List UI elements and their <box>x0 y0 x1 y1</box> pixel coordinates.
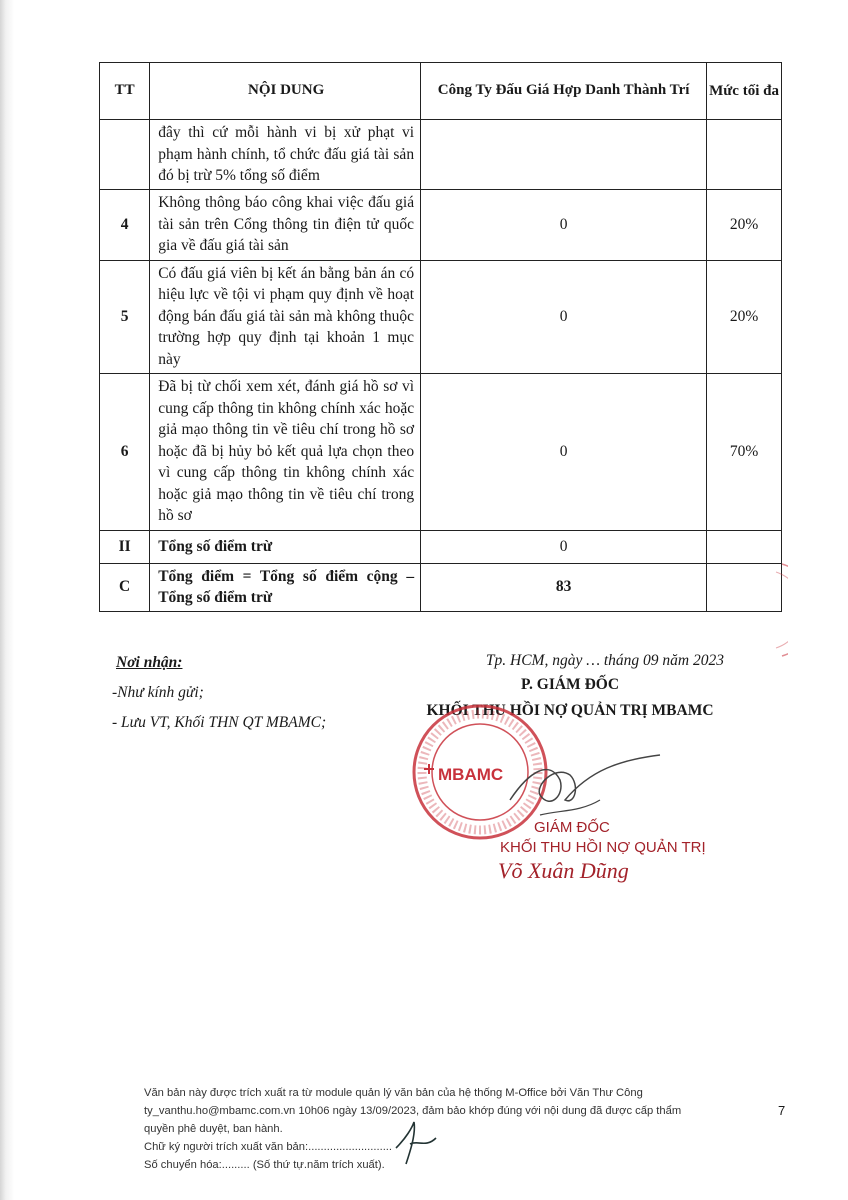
table-row <box>100 260 782 373</box>
header-tt: TT <box>100 63 150 120</box>
row-score: 0 <box>421 260 707 373</box>
row-content: Không thông báo công khai việc đấu giá tài sản trên Cổng thông tin điện tử quốc gia về đấu giá tài sản <box>150 189 421 260</box>
table-row-total-score <box>100 563 782 611</box>
row-score: 0 <box>421 530 707 563</box>
row-max: 70% <box>707 373 782 530</box>
signer-title-line2: KHỐI THU HỒI NỢ QUẢN TRỊ <box>500 839 706 856</box>
row-score: 83 <box>421 563 707 611</box>
row-score: 0 <box>421 373 707 530</box>
seal-label: MBAMC <box>438 765 504 784</box>
table-row <box>100 120 782 190</box>
extractor-signature <box>392 1118 440 1168</box>
row-content: Đã bị từ chối xem xét, đánh giá hồ sơ vì cung cấp thông tin không chính xác hoặc giả mạo thông tin về tiêu chí trong hồ sơ hoặc đã bị hủy bỏ kết quả lựa chọn theo vì cung cấp thông tin không chính xác hoặc giả mạo thông tin về tiêu chí trong hồ sơ <box>150 373 421 530</box>
row-max: 20% <box>707 260 782 373</box>
partial-stamp-edge <box>738 560 788 660</box>
row-tt: II <box>100 530 150 563</box>
note-line: Chữ ký người trích xuất văn bản:........................... <box>144 1141 393 1153</box>
signing-date: Tp. HCM, ngày … tháng 09 năm 2023 <box>485 652 724 669</box>
recipient-line: -Như kính gửi; <box>112 684 204 701</box>
header-noi-dung: NỘI DUNG <box>150 63 421 120</box>
row-tt <box>100 120 150 190</box>
table-row <box>100 189 782 260</box>
row-tt: 5 <box>100 260 150 373</box>
signer-position: P. GIÁM ĐỐC <box>520 676 620 693</box>
row-content: Tổng số điểm trừ <box>150 530 421 563</box>
signer-name: Võ Xuân Dũng <box>498 858 629 883</box>
row-tt: C <box>100 563 150 611</box>
extraction-note <box>144 1084 744 1174</box>
scoring-table <box>99 62 782 612</box>
table-row-total-deduction <box>100 530 782 563</box>
row-score: 0 <box>421 189 707 260</box>
note-line: Số chuyển hóa:......... (Số thứ tự.năm trích xuất). <box>144 1159 385 1171</box>
note-line: quyền phê duyệt, ban hành. <box>144 1123 283 1135</box>
handwritten-signature <box>470 740 670 830</box>
row-max <box>707 120 782 190</box>
page-number: 7 <box>778 1103 786 1118</box>
signer-title-line1: GIÁM ĐỐC <box>534 819 610 836</box>
signer-title <box>500 818 706 858</box>
row-content: Có đấu giá viên bị kết án bằng bản án có hiệu lực về tội vi phạm quy định về hoạt động bán đấu giá tài sản mà không thuộc trường hợp quy định tại khoản 1 mục này <box>150 260 421 373</box>
table-header-row <box>100 63 782 120</box>
row-content: Tổng điểm = Tổng số điểm cộng – Tổng số điểm trừ <box>150 563 421 611</box>
row-score <box>421 120 707 190</box>
recipients-block <box>112 648 326 738</box>
scan-edge-shadow <box>0 0 14 1200</box>
header-company: Công Ty Đấu Giá Hợp Danh Thành Trí <box>421 63 707 120</box>
recipients-title: Nơi nhận: <box>116 654 183 671</box>
header-max: Mức tối đa <box>707 63 782 120</box>
row-tt: 6 <box>100 373 150 530</box>
row-max <box>707 530 782 563</box>
table-row <box>100 373 782 530</box>
note-line: ty_vanthu.ho@mbamc.com.vn 10h06 ngày 13/09/2023, đảm bảo khớp đúng với nội dung đã được cấp thẩm <box>144 1105 682 1117</box>
row-content: đây thì cứ mỗi hành vi bị xử phạt vi phạm hành chính, tổ chức đấu giá tài sản đó bị trừ 5% tổng số điểm <box>150 120 421 190</box>
row-max: 20% <box>707 189 782 260</box>
signer-unit: KHỐI THU HỒI NỢ QUẢN TRỊ MBAMC <box>426 702 714 719</box>
note-line: Văn bản này được trích xuất ra từ module quản lý văn bản của hệ thống M-Office bởi Văn Thư Công <box>144 1087 643 1099</box>
recipient-line: - Lưu VT, Khối THN QT MBAMC; <box>112 714 327 731</box>
row-tt: 4 <box>100 189 150 260</box>
